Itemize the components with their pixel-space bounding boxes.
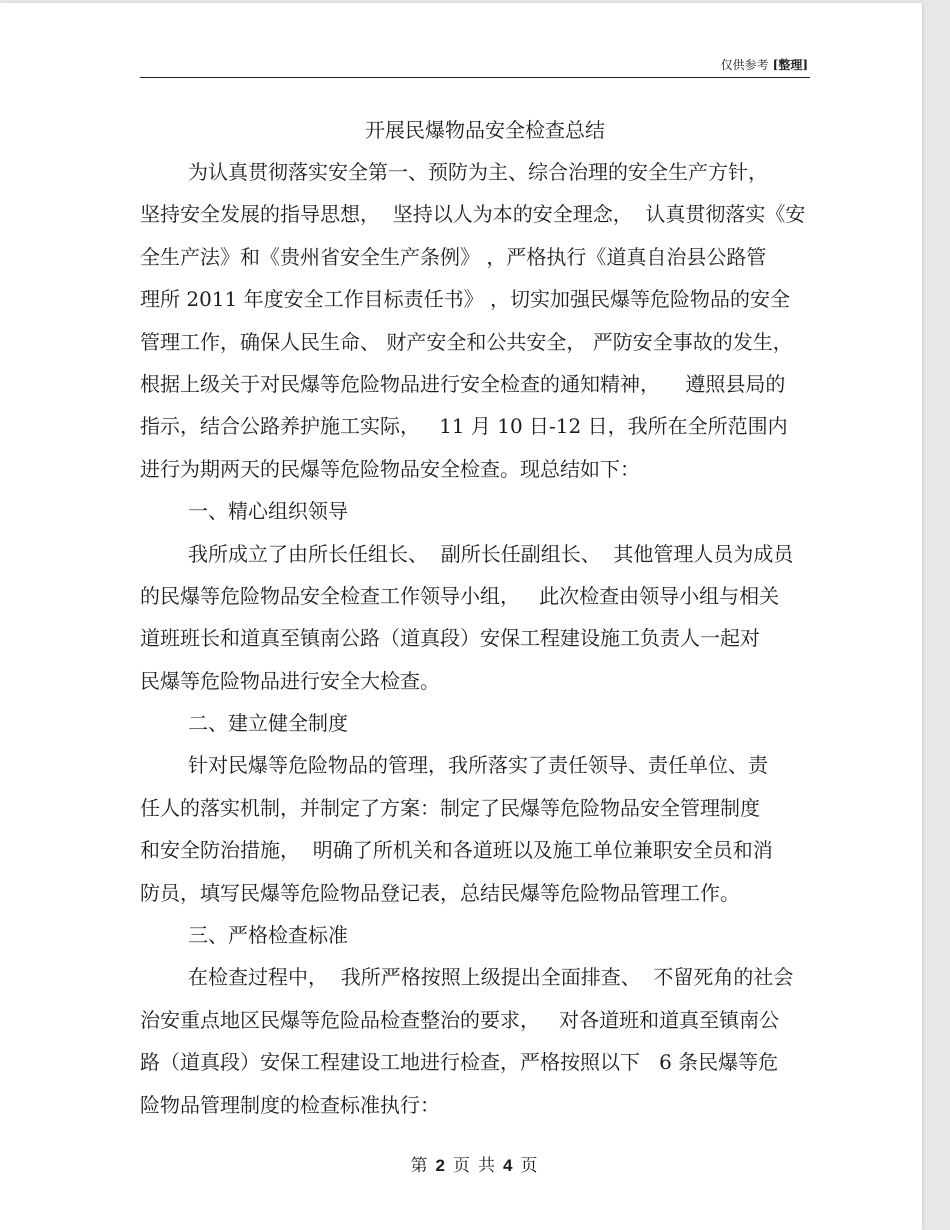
section-heading: 二、建立健全制度 (188, 711, 348, 736)
paragraph-line: 道班班长和道真至镇南公路（道真段）安保工程建设施工负责人一起对 (140, 626, 760, 651)
footer-total-prefix: 共 (478, 1156, 495, 1176)
paragraph-line: 路（道真段）安保工程建设工地进行检查，严格按照以下 6 条民爆等危 (140, 1050, 779, 1075)
header-note: 仅供参考 (720, 58, 769, 72)
section-system (140, 702, 840, 914)
section-inspection-standards (140, 914, 840, 1126)
paragraph-line: 根据上级关于对民爆等危险物品进行安全检查的通知精神， 遵照县局的 (140, 371, 786, 396)
intro-paragraph (140, 151, 840, 490)
footer-page-prefix: 第 (410, 1156, 428, 1176)
paragraph-line: 针对民爆等危险物品的管理，我所落实了责任领导、责任单位、责 (188, 753, 768, 778)
paragraph-line: 全生产法》和《贵州省安全生产条例》 ，严格执行《道真自治县公路管 (140, 244, 767, 269)
paragraph-line: 防员，填写民爆等危险物品登记表，总结民爆等危险物品管理工作。 (140, 880, 740, 905)
paragraph-line: 的民爆等危险物品安全检查工作领导小组， 此次检查由领导小组与相关 (140, 583, 780, 608)
header-divider (140, 77, 810, 78)
paragraph-line: 理所 2011 年度安全工作目标责任书》 ，切实加强民爆等危险物品的安全 (140, 287, 790, 312)
paragraph-line: 和安全防治措施， 明确了所机关和各道班以及施工单位兼职安全员和消 (140, 838, 773, 863)
section-organization (140, 490, 840, 702)
paragraph-line: 进行为期两天的民爆等危险物品安全检查。现总结如下： (140, 456, 640, 481)
footer-page-number: 2 (435, 1156, 445, 1175)
paragraph-line: 任人的落实机制，并制定了方案：制定了民爆等危险物品安全管理制度 (140, 795, 760, 820)
document-title: 开展民爆物品安全检查总结 (365, 118, 605, 142)
paragraph-line: 治安重点地区民爆等危险品检查整治的要求， 对各道班和道真至镇南公 (140, 1007, 780, 1032)
header-tag: [整理] (772, 58, 808, 72)
section-heading: 一、精心组织领导 (188, 499, 348, 524)
page-footer (140, 1154, 808, 1178)
paragraph-line: 民爆等危险物品进行安全大检查。 (140, 668, 440, 693)
paragraph-line: 险物品管理制度的检查标准执行： (140, 1092, 440, 1117)
paragraph-line: 为认真贯彻落实安全第一、预防为主、综合治理的安全生产方针， (188, 160, 768, 184)
paragraph-line: 管理工作，确保人民生命、 财产安全和公共安全， 严防安全事故的发生， (140, 329, 793, 354)
document-body (140, 151, 840, 1126)
page-header (140, 57, 808, 73)
paragraph-line: 我所成立了由所长任组长、 副所长任副组长、 其他管理人员为成员 (188, 541, 794, 566)
footer-total-pages: 4 (503, 1156, 513, 1175)
paragraph-line: 坚持安全发展的指导思想， 坚持以人为本的安全理念， 认真贯彻落实《安 (140, 202, 806, 227)
paragraph-line: 指示，结合公路养护施工实际， 11 月 10 日-12 日，我所在全所范围内 (140, 414, 788, 439)
footer-total-unit: 页 (520, 1156, 538, 1176)
paragraph-line: 在检查过程中， 我所严格按照上级提出全面排查、 不留死角的社会 (188, 965, 794, 990)
footer-page-unit: 页 (453, 1156, 470, 1176)
document-page (0, 3, 922, 1230)
section-heading: 三、严格检查标准 (188, 923, 348, 948)
